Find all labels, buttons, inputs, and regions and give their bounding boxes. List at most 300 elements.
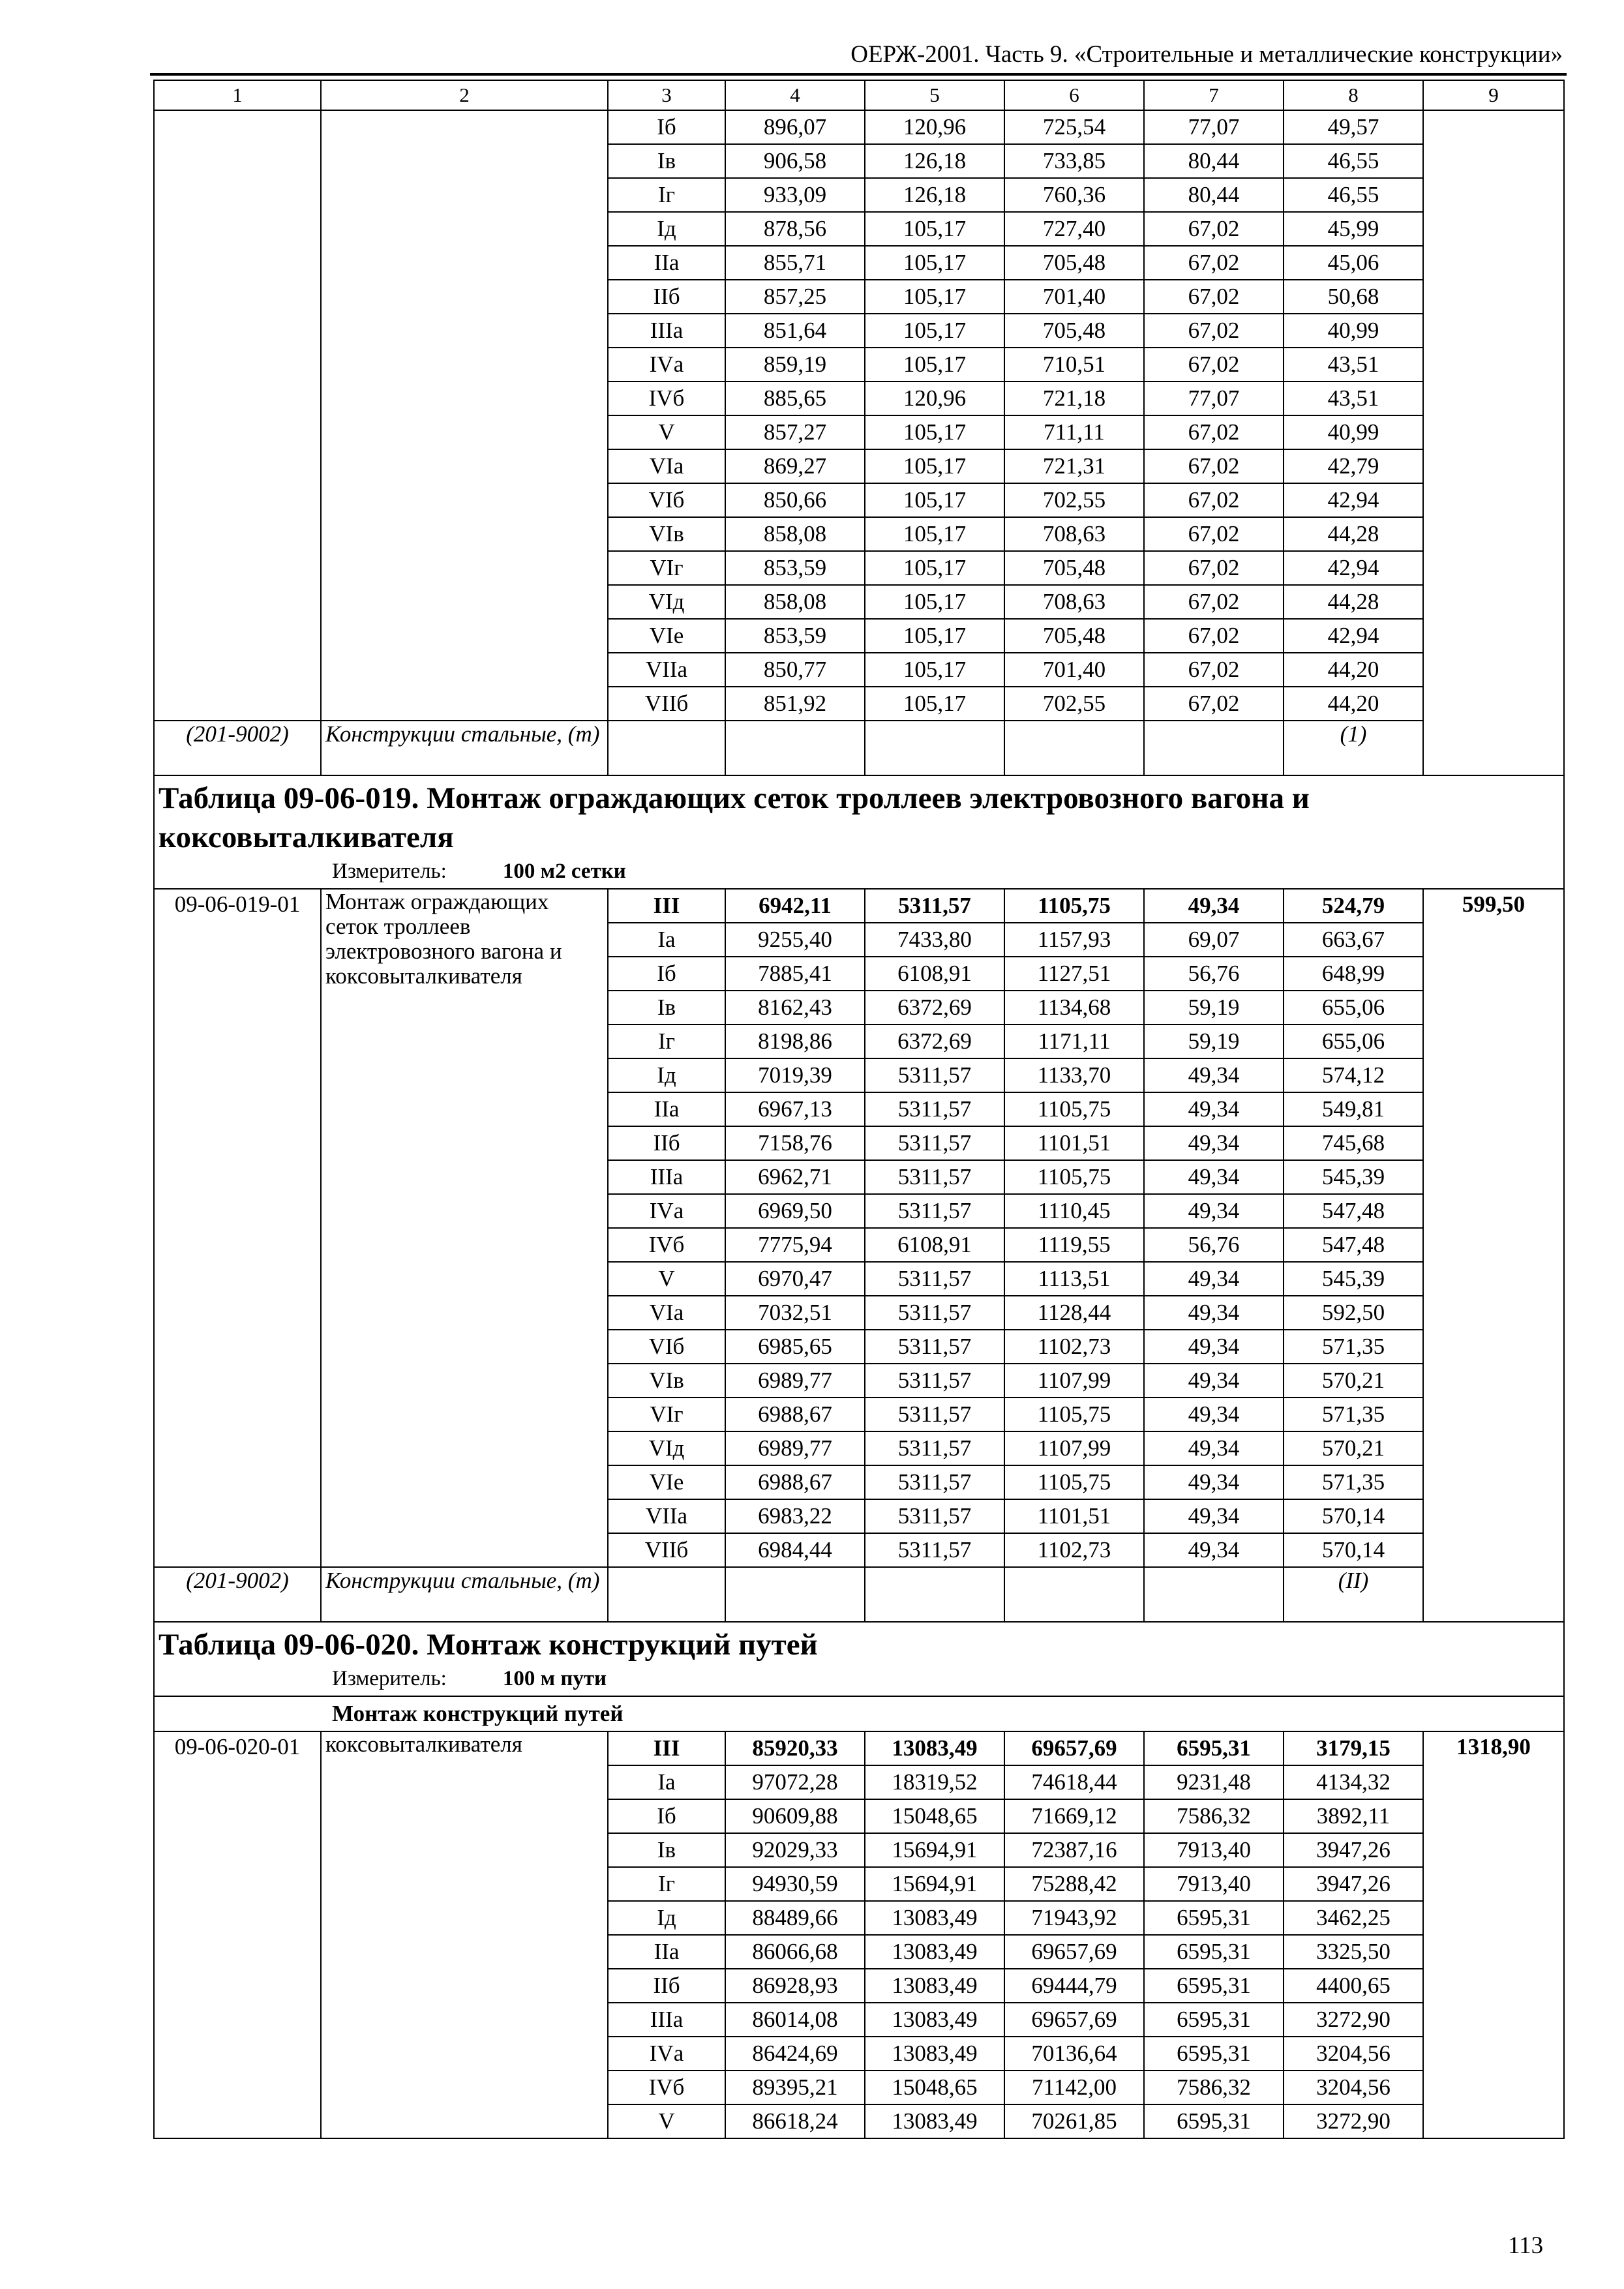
wages-cell: 120,96 (865, 382, 1004, 415)
zone-cell: Iг (608, 178, 725, 212)
driver-wages-cell: 67,02 (1144, 619, 1284, 653)
driver-wages-cell: 6595,31 (1144, 1935, 1284, 1969)
total-cost-cell: 6988,67 (725, 1465, 865, 1499)
wages-cell: 18319,52 (865, 1765, 1004, 1799)
resource-ref: (II) (1284, 1567, 1423, 1622)
materials-cell: 648,99 (1284, 957, 1423, 991)
machines-cell: 1157,93 (1004, 923, 1144, 957)
machines-cell: 71669,12 (1004, 1799, 1144, 1833)
driver-wages-cell: 49,34 (1144, 1398, 1284, 1431)
zone-cell: VIе (608, 1465, 725, 1499)
materials-cell: 549,81 (1284, 1092, 1423, 1126)
machines-cell: 1171,11 (1004, 1025, 1144, 1058)
rate-code: 09-06-019-01 (154, 889, 321, 1567)
materials-cell: 50,68 (1284, 280, 1423, 314)
zone-cell: V (608, 2104, 725, 2138)
wages-cell: 5311,57 (865, 1330, 1004, 1364)
driver-wages-cell: 69,07 (1144, 923, 1284, 957)
total-cost-cell: 906,58 (725, 144, 865, 178)
page-header (150, 37, 1567, 76)
machines-cell: 1107,99 (1004, 1431, 1144, 1465)
materials-cell: 545,39 (1284, 1160, 1423, 1194)
zone-cell: VIв (608, 1364, 725, 1398)
rates-table (153, 80, 1565, 2139)
driver-wages-cell: 6595,31 (1144, 1901, 1284, 1935)
total-cost-cell: 896,07 (725, 110, 865, 144)
total-cost-cell: 7775,94 (725, 1228, 865, 1262)
machines-cell: 1105,75 (1004, 1092, 1144, 1126)
total-cost-cell: 6989,77 (725, 1364, 865, 1398)
total-cost-cell: 933,09 (725, 178, 865, 212)
materials-cell: 3947,26 (1284, 1833, 1423, 1867)
driver-wages-cell: 49,34 (1144, 889, 1284, 923)
measure-line (158, 1664, 1559, 1696)
machines-cell: 1102,73 (1004, 1533, 1144, 1567)
column-number-row (154, 80, 1564, 110)
wages-cell: 15048,65 (865, 1799, 1004, 1833)
zone-cell: VIа (608, 1296, 725, 1330)
machines-cell: 1128,44 (1004, 1296, 1144, 1330)
table-row (154, 110, 1564, 144)
zone-cell: VIб (608, 1330, 725, 1364)
rate-name: Монтаж ограждающих сеток троллеев электровозного вагона и коксовыталкивателя (321, 889, 608, 1567)
total-cost-cell: 88489,66 (725, 1901, 865, 1935)
machines-cell: 71142,00 (1004, 2071, 1144, 2104)
total-cost-cell: 853,59 (725, 551, 865, 585)
total-cost-cell: 6942,11 (725, 889, 865, 923)
material-note-row (154, 1567, 1564, 1622)
zone-cell: IIIа (608, 1160, 725, 1194)
zone-cell: IIб (608, 1126, 725, 1160)
materials-cell: 44,20 (1284, 687, 1423, 721)
wages-cell: 7433,80 (865, 923, 1004, 957)
machines-cell: 708,63 (1004, 517, 1144, 551)
materials-cell: 524,79 (1284, 889, 1423, 923)
machines-cell: 702,55 (1004, 483, 1144, 517)
materials-cell: 46,55 (1284, 178, 1423, 212)
empty-cell (1004, 1567, 1144, 1622)
wages-cell: 105,17 (865, 551, 1004, 585)
empty-cell (1144, 721, 1284, 775)
driver-wages-cell: 9231,48 (1144, 1765, 1284, 1799)
machines-cell: 1110,45 (1004, 1194, 1144, 1228)
wages-cell: 5311,57 (865, 1364, 1004, 1398)
zone-cell: III (608, 1731, 725, 1765)
total-cost-cell: 7885,41 (725, 957, 865, 991)
machines-cell: 69444,79 (1004, 1969, 1144, 2003)
materials-cell: 4134,32 (1284, 1765, 1423, 1799)
driver-wages-cell: 49,34 (1144, 1533, 1284, 1567)
wages-cell: 13083,49 (865, 2037, 1004, 2071)
machines-cell: 701,40 (1004, 653, 1144, 687)
materials-cell: 547,48 (1284, 1194, 1423, 1228)
zone-cell: Iб (608, 1799, 725, 1833)
materials-cell: 42,79 (1284, 449, 1423, 483)
materials-cell: 655,06 (1284, 991, 1423, 1025)
driver-wages-cell: 7586,32 (1144, 2071, 1284, 2104)
total-cost-cell: 859,19 (725, 348, 865, 382)
driver-wages-cell: 7586,32 (1144, 1799, 1284, 1833)
empty-cell (725, 1567, 865, 1622)
driver-wages-cell: 49,34 (1144, 1499, 1284, 1533)
materials-cell: 655,06 (1284, 1025, 1423, 1058)
total-cost-cell: 90609,88 (725, 1799, 865, 1833)
materials-cell: 3947,26 (1284, 1867, 1423, 1901)
wages-cell: 5311,57 (865, 1296, 1004, 1330)
driver-wages-cell: 49,34 (1144, 1330, 1284, 1364)
driver-wages-cell: 80,44 (1144, 178, 1284, 212)
driver-wages-cell: 67,02 (1144, 551, 1284, 585)
wages-cell: 105,17 (865, 619, 1004, 653)
total-cost-cell: 6983,22 (725, 1499, 865, 1533)
driver-wages-cell: 56,76 (1144, 1228, 1284, 1262)
wages-cell: 105,17 (865, 687, 1004, 721)
machines-cell: 721,18 (1004, 382, 1144, 415)
zone-cell: V (608, 415, 725, 449)
driver-wages-cell: 67,02 (1144, 653, 1284, 687)
subheading-row (154, 1696, 1564, 1731)
driver-wages-cell: 59,19 (1144, 991, 1284, 1025)
wages-cell: 6108,91 (865, 1228, 1004, 1262)
total-cost-cell: 86014,08 (725, 2003, 865, 2037)
materials-cell: 592,50 (1284, 1296, 1423, 1330)
machines-cell: 1134,68 (1004, 991, 1144, 1025)
total-cost-cell: 7032,51 (725, 1296, 865, 1330)
total-cost-cell: 885,65 (725, 382, 865, 415)
materials-cell: 547,48 (1284, 1228, 1423, 1262)
wages-cell: 105,17 (865, 415, 1004, 449)
driver-wages-cell: 6595,31 (1144, 2003, 1284, 2037)
wages-cell: 105,17 (865, 585, 1004, 619)
zone-cell: V (608, 1262, 725, 1296)
table-row (154, 1731, 1564, 1765)
total-cost-cell: 6988,67 (725, 1398, 865, 1431)
resource-name: Конструкции стальные, (т) (321, 1567, 608, 1622)
total-cost-cell: 851,92 (725, 687, 865, 721)
wages-cell: 13083,49 (865, 1901, 1004, 1935)
materials-cell: 3204,56 (1284, 2037, 1423, 2071)
materials-cell: 40,99 (1284, 415, 1423, 449)
empty-cell (608, 1567, 725, 1622)
column-number: 8 (1284, 80, 1423, 110)
machines-cell: 69657,69 (1004, 1935, 1144, 1969)
zone-cell: Iд (608, 1058, 725, 1092)
machines-cell: 705,48 (1004, 314, 1144, 348)
materials-cell: 43,51 (1284, 348, 1423, 382)
driver-wages-cell: 49,34 (1144, 1160, 1284, 1194)
machines-cell: 1101,51 (1004, 1126, 1144, 1160)
zone-cell: IIа (608, 1092, 725, 1126)
machines-cell: 70261,85 (1004, 2104, 1144, 2138)
materials-cell: 3892,11 (1284, 1799, 1423, 1833)
name-cell (321, 110, 608, 721)
driver-wages-cell: 49,34 (1144, 1126, 1284, 1160)
empty-cell (865, 1567, 1004, 1622)
zone-cell: VIIб (608, 687, 725, 721)
column-number: 9 (1423, 80, 1564, 110)
machines-cell: 1105,75 (1004, 1465, 1144, 1499)
column-number: 2 (321, 80, 608, 110)
rates-table-body (154, 80, 1564, 2138)
zone-cell: IIIа (608, 2003, 725, 2037)
table-title: Таблица 09-06-020. Монтаж конструкций путей (158, 1628, 818, 1662)
column-number: 4 (725, 80, 865, 110)
machines-cell: 701,40 (1004, 280, 1144, 314)
machines-cell: 727,40 (1004, 212, 1144, 246)
driver-wages-cell: 67,02 (1144, 212, 1284, 246)
machines-cell: 710,51 (1004, 348, 1144, 382)
driver-wages-cell: 67,02 (1144, 348, 1284, 382)
wages-cell: 15048,65 (865, 2071, 1004, 2104)
total-cost-cell: 7158,76 (725, 1126, 865, 1160)
driver-wages-cell: 67,02 (1144, 517, 1284, 551)
measure-label: Измеритель: (332, 860, 447, 883)
empty-cell (725, 721, 865, 775)
wages-cell: 5311,57 (865, 889, 1004, 923)
materials-cell: 663,67 (1284, 923, 1423, 957)
wages-cell: 5311,57 (865, 1092, 1004, 1126)
materials-cell: 3462,25 (1284, 1901, 1423, 1935)
column-number: 1 (154, 80, 321, 110)
column-number: 5 (865, 80, 1004, 110)
table-heading (154, 1622, 1564, 1696)
materials-cell: 44,28 (1284, 585, 1423, 619)
materials-cell: 40,99 (1284, 314, 1423, 348)
machines-cell: 1101,51 (1004, 1499, 1144, 1533)
machines-cell: 721,31 (1004, 449, 1144, 483)
machines-cell: 69657,69 (1004, 2003, 1144, 2037)
zone-cell: IVб (608, 1228, 725, 1262)
machines-cell: 1133,70 (1004, 1058, 1144, 1092)
measure-value: 100 м2 сетки (502, 860, 626, 883)
wages-cell: 13083,49 (865, 2003, 1004, 2037)
table-heading (154, 775, 1564, 889)
table-title: Таблица 09-06-019. Монтаж ограждающих сеток троллеев электровозного вагона и коксовыталкивателя (158, 781, 1310, 854)
zone-cell: IIа (608, 246, 725, 280)
zone-cell: Iв (608, 991, 725, 1025)
driver-wages-cell: 6595,31 (1144, 1969, 1284, 2003)
wages-cell: 5311,57 (865, 1533, 1004, 1567)
resource-ref: (1) (1284, 721, 1423, 775)
wages-cell: 6108,91 (865, 957, 1004, 991)
table-title-row (154, 775, 1564, 889)
zone-cell: Iв (608, 144, 725, 178)
column-number: 3 (608, 80, 725, 110)
machines-cell: 1113,51 (1004, 1262, 1144, 1296)
total-cost-cell: 86424,69 (725, 2037, 865, 2071)
zone-cell: VIд (608, 1431, 725, 1465)
materials-cell: 570,21 (1284, 1364, 1423, 1398)
materials-cell: 49,57 (1284, 110, 1423, 144)
measure-value: 100 м пути (502, 1667, 607, 1690)
materials-cell: 44,28 (1284, 517, 1423, 551)
rate-code: 09-06-020-01 (154, 1731, 321, 2138)
machines-cell: 70136,64 (1004, 2037, 1144, 2071)
materials-cell: 44,20 (1284, 653, 1423, 687)
zone-cell: IVа (608, 2037, 725, 2071)
subheading: Монтаж конструкций путей (154, 1696, 1564, 1731)
materials-cell: 571,35 (1284, 1398, 1423, 1431)
table-row (154, 889, 1564, 923)
wages-cell: 5311,57 (865, 1194, 1004, 1228)
machines-cell: 1127,51 (1004, 957, 1144, 991)
zone-cell: Iг (608, 1025, 725, 1058)
machines-cell: 705,48 (1004, 551, 1144, 585)
materials-cell: 3272,90 (1284, 2104, 1423, 2138)
materials-cell: 46,55 (1284, 144, 1423, 178)
total-cost-cell: 6967,13 (725, 1092, 865, 1126)
materials-cell: 570,14 (1284, 1533, 1423, 1567)
machines-cell: 711,11 (1004, 415, 1144, 449)
zone-cell: IIб (608, 280, 725, 314)
driver-wages-cell: 49,34 (1144, 1364, 1284, 1398)
code-cell (154, 110, 321, 721)
empty-cell (865, 721, 1004, 775)
wages-cell: 13083,49 (865, 1935, 1004, 1969)
measure-line (158, 857, 1559, 888)
zone-cell: IIIа (608, 314, 725, 348)
total-cost-cell: 858,08 (725, 585, 865, 619)
zone-cell: VIг (608, 1398, 725, 1431)
resource-code: (201-9002) (154, 1567, 321, 1622)
total-cost-cell: 6989,77 (725, 1431, 865, 1465)
total-cost-cell: 8162,43 (725, 991, 865, 1025)
zone-cell: Iа (608, 923, 725, 957)
wages-cell: 5311,57 (865, 1499, 1004, 1533)
total-cost-cell: 7019,39 (725, 1058, 865, 1092)
total-cost-cell: 6962,71 (725, 1160, 865, 1194)
driver-wages-cell: 77,07 (1144, 382, 1284, 415)
total-cost-cell: 9255,40 (725, 923, 865, 957)
machines-cell: 1107,99 (1004, 1364, 1144, 1398)
total-cost-cell: 858,08 (725, 517, 865, 551)
zone-cell: VIIа (608, 1499, 725, 1533)
zone-cell: III (608, 889, 725, 923)
materials-cell: 574,12 (1284, 1058, 1423, 1092)
total-cost-cell: 6985,65 (725, 1330, 865, 1364)
zone-cell: Iа (608, 1765, 725, 1799)
materials-cell: 571,35 (1284, 1330, 1423, 1364)
driver-wages-cell: 49,34 (1144, 1465, 1284, 1499)
wages-cell: 15694,91 (865, 1833, 1004, 1867)
materials-cell: 745,68 (1284, 1126, 1423, 1160)
total-cost-cell: 89395,21 (725, 2071, 865, 2104)
materials-cell: 42,94 (1284, 551, 1423, 585)
wages-cell: 15694,91 (865, 1867, 1004, 1901)
materials-cell: 571,35 (1284, 1465, 1423, 1499)
wages-cell: 6372,69 (865, 991, 1004, 1025)
zone-cell: VIе (608, 619, 725, 653)
zone-cell: Iд (608, 212, 725, 246)
zone-cell: VIа (608, 449, 725, 483)
wages-cell: 105,17 (865, 280, 1004, 314)
driver-wages-cell: 67,02 (1144, 585, 1284, 619)
machines-cell: 733,85 (1004, 144, 1144, 178)
driver-wages-cell: 7913,40 (1144, 1867, 1284, 1901)
zone-cell: Iг (608, 1867, 725, 1901)
materials-cell: 4400,65 (1284, 1969, 1423, 2003)
machines-cell: 72387,16 (1004, 1833, 1144, 1867)
materials-cell: 545,39 (1284, 1262, 1423, 1296)
document-title: ОЕРЖ-2001. Часть 9. «Строительные и металлические конструкции» (850, 41, 1563, 68)
materials-cell: 3204,56 (1284, 2071, 1423, 2104)
materials-cell: 3272,90 (1284, 2003, 1423, 2037)
wages-cell: 5311,57 (865, 1465, 1004, 1499)
resource-code: (201-9002) (154, 721, 321, 775)
zone-cell: VIг (608, 551, 725, 585)
total-cost-cell: 92029,33 (725, 1833, 865, 1867)
wages-cell: 13083,49 (865, 1969, 1004, 2003)
materials-cell: 3325,50 (1284, 1935, 1423, 1969)
material-note-row (154, 721, 1564, 775)
wages-cell: 5311,57 (865, 1160, 1004, 1194)
table-title-row (154, 1622, 1564, 1696)
materials-cell: 570,21 (1284, 1431, 1423, 1465)
driver-wages-cell: 80,44 (1144, 144, 1284, 178)
wages-cell: 13083,49 (865, 1731, 1004, 1765)
total-cost-cell: 850,77 (725, 653, 865, 687)
machines-cell: 705,48 (1004, 246, 1144, 280)
machines-cell: 74618,44 (1004, 1765, 1144, 1799)
materials-cell: 45,06 (1284, 246, 1423, 280)
machines-cell: 725,54 (1004, 110, 1144, 144)
driver-wages-cell: 77,07 (1144, 110, 1284, 144)
wages-cell: 126,18 (865, 144, 1004, 178)
total-cost-cell: 853,59 (725, 619, 865, 653)
machines-cell: 708,63 (1004, 585, 1144, 619)
wages-cell: 105,17 (865, 449, 1004, 483)
machines-cell: 69657,69 (1004, 1731, 1144, 1765)
driver-wages-cell: 67,02 (1144, 415, 1284, 449)
wages-cell: 105,17 (865, 517, 1004, 551)
total-labor-cell: 1318,90 (1423, 1731, 1564, 2138)
total-cost-cell: 855,71 (725, 246, 865, 280)
machines-cell: 1119,55 (1004, 1228, 1144, 1262)
driver-wages-cell: 6595,31 (1144, 1731, 1284, 1765)
driver-wages-cell: 49,34 (1144, 1296, 1284, 1330)
driver-wages-cell: 49,34 (1144, 1194, 1284, 1228)
zone-cell: VIв (608, 517, 725, 551)
total-cost-cell: 6970,47 (725, 1262, 865, 1296)
column-number: 6 (1004, 80, 1144, 110)
total-cost-cell: 86618,24 (725, 2104, 865, 2138)
materials-cell: 42,94 (1284, 619, 1423, 653)
wages-cell: 105,17 (865, 348, 1004, 382)
zone-cell: VIIа (608, 653, 725, 687)
zone-cell: VIб (608, 483, 725, 517)
driver-wages-cell: 7913,40 (1144, 1833, 1284, 1867)
wages-cell: 5311,57 (865, 1058, 1004, 1092)
materials-cell: 42,94 (1284, 483, 1423, 517)
total-cost-cell: 97072,28 (725, 1765, 865, 1799)
zone-cell: Iв (608, 1833, 725, 1867)
rate-name: коксовыталкивателя (321, 1731, 608, 2138)
driver-wages-cell: 67,02 (1144, 314, 1284, 348)
total-labor-cell: 599,50 (1423, 889, 1564, 1622)
empty-cell (608, 721, 725, 775)
driver-wages-cell: 67,02 (1144, 449, 1284, 483)
wages-cell: 5311,57 (865, 1126, 1004, 1160)
total-cost-cell: 878,56 (725, 212, 865, 246)
total-cost-cell: 86928,93 (725, 1969, 865, 2003)
materials-cell: 3179,15 (1284, 1731, 1423, 1765)
driver-wages-cell: 49,34 (1144, 1058, 1284, 1092)
wages-cell: 13083,49 (865, 2104, 1004, 2138)
driver-wages-cell: 67,02 (1144, 280, 1284, 314)
machines-cell: 1105,75 (1004, 1398, 1144, 1431)
wages-cell: 105,17 (865, 483, 1004, 517)
total-cost-cell: 857,27 (725, 415, 865, 449)
